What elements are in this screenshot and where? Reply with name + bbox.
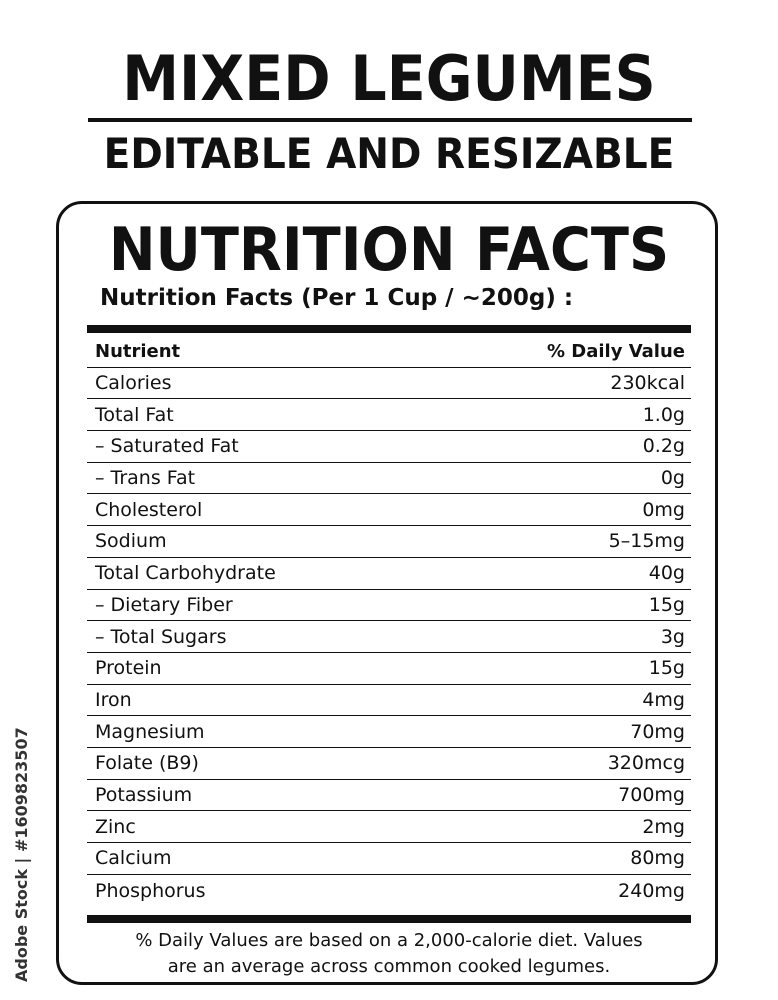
- nutrient-name: – Dietary Fiber: [95, 593, 233, 616]
- nutrient-value: 4mg: [642, 688, 685, 711]
- nutrient-name: Sodium: [95, 530, 167, 553]
- nutrient-name: Folate (B9): [95, 752, 199, 775]
- nutrient-value: 3g: [660, 625, 685, 648]
- nutrient-value: 40g: [648, 562, 685, 585]
- table-row: [87, 716, 691, 748]
- table-row: [87, 621, 691, 653]
- table-row: [87, 590, 691, 622]
- nutrient-name: Cholesterol: [95, 498, 203, 521]
- nutrient-name: Potassium: [95, 783, 193, 806]
- nutrient-value: 0.2g: [642, 435, 685, 458]
- table-row: [87, 526, 691, 558]
- table-row: [87, 368, 691, 400]
- nutrient-name: Calcium: [95, 847, 172, 870]
- nutrient-name: – Total Sugars: [95, 625, 227, 648]
- nutrient-value: 80mg: [630, 847, 685, 870]
- table-row: [87, 875, 691, 907]
- table-row: [87, 399, 691, 431]
- nutrient-name: Phosphorus: [95, 879, 206, 902]
- nutrient-name: – Trans Fat: [95, 467, 196, 490]
- stock-credit-text: Adobe Stock | #1609823507: [12, 727, 31, 982]
- product-subtitle: EDITABLE AND RESIZABLE: [103, 129, 675, 178]
- table-row: [87, 463, 691, 495]
- top-thick-divider: [87, 325, 691, 333]
- table-row: [87, 811, 691, 843]
- nutrient-name: Zinc: [95, 815, 136, 838]
- nutrient-value: 15g: [648, 657, 685, 680]
- table-header-row: [87, 336, 691, 368]
- column-header-nutrient: Nutrient: [95, 340, 181, 362]
- nutrient-value: 700mg: [618, 783, 685, 806]
- nutrient-name: – Saturated Fat: [95, 435, 239, 458]
- bottom-thick-divider: [87, 915, 691, 923]
- table-row: [87, 558, 691, 590]
- nutrient-name: Protein: [95, 657, 162, 680]
- nutrient-value: 5–15mg: [608, 530, 685, 553]
- table-row: [87, 748, 691, 780]
- nutrient-value: 320mcg: [607, 752, 685, 775]
- serving-size-text: Nutrition Facts (Per 1 Cup / ~200g) :: [100, 285, 574, 311]
- nutrient-value: 0g: [660, 467, 685, 490]
- table-row: [87, 780, 691, 812]
- table-row: [87, 843, 691, 875]
- nutrition-facts-heading: NUTRITION FACTS: [108, 215, 670, 285]
- nutrient-name: Magnesium: [95, 720, 205, 743]
- column-header-daily-value: % Daily Value: [546, 340, 685, 362]
- nutrient-table: [87, 336, 691, 906]
- nutrient-name: Total Fat: [95, 403, 174, 426]
- nutrient-value: 230kcal: [610, 372, 685, 395]
- table-row: [87, 685, 691, 717]
- title-divider: [88, 118, 692, 122]
- table-row: [87, 494, 691, 526]
- nutrient-name: Iron: [95, 688, 132, 711]
- nutrient-value: 15g: [648, 593, 685, 616]
- nutrient-value: 2mg: [642, 815, 685, 838]
- nutrient-value: 0mg: [642, 498, 685, 521]
- nutrient-name: Calories: [95, 372, 172, 395]
- nutrient-name: Total Carbohydrate: [95, 562, 276, 585]
- nutrient-value: 1.0g: [642, 403, 685, 426]
- stock-credit: [6, 727, 38, 982]
- product-title: MIXED LEGUMES: [122, 42, 656, 115]
- nutrient-value: 240mg: [618, 879, 685, 902]
- footnote: [87, 928, 691, 980]
- table-row: [87, 653, 691, 685]
- footnote-line-1: % Daily Values are based on a 2,000-calorie diet. Values: [135, 930, 643, 951]
- table-row: [87, 431, 691, 463]
- nutrient-value: 70mg: [630, 720, 685, 743]
- footnote-line-2: are an average across common cooked legumes.: [167, 956, 611, 977]
